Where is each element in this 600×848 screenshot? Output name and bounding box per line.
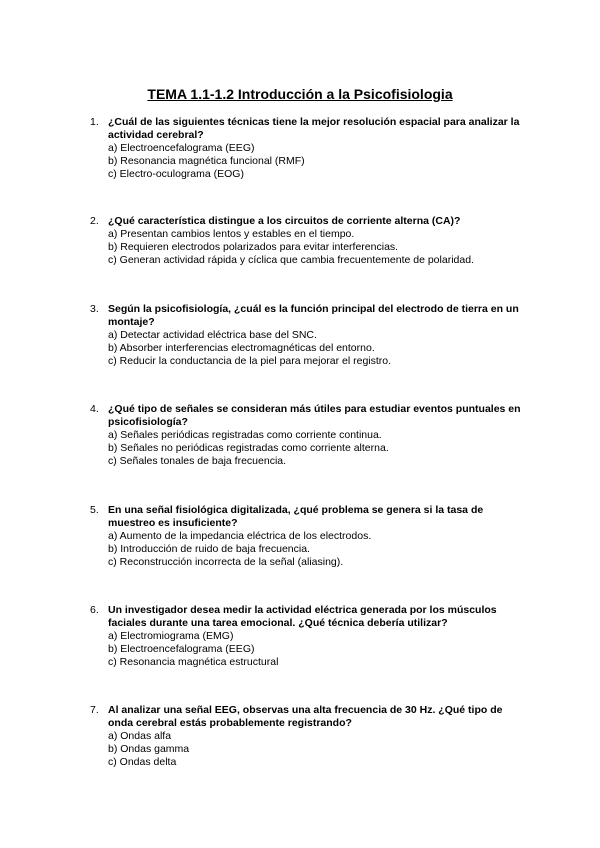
option-c: c) Generan actividad rápida y cíclica que cambia frecuentemente de polaridad. (108, 254, 474, 266)
question-number: 1. (90, 116, 99, 128)
option-a: a) Electromiograma (EMG) (108, 630, 234, 642)
question-2 (90, 215, 530, 267)
question-text: ¿Qué tipo de señales se consideran más útiles para estudiar eventos puntuales en psicofisiología? (108, 403, 521, 428)
option-a: a) Presentan cambios lentos y estables en el tiempo. (108, 228, 355, 240)
question-text: Un investigador desea medir la actividad eléctrica generada por los músculos faciales durante una tarea emocional. ¿Qué técnica debería utilizar? (108, 604, 497, 629)
question-4 (90, 403, 530, 468)
question-5 (90, 504, 530, 569)
option-b: b) Requieren electrodos polarizados para evitar interferencias. (108, 241, 399, 253)
option-c: c) Electro-oculograma (EOG) (108, 168, 244, 180)
option-b: b) Señales no periódicas registradas como corriente alterna. (108, 442, 389, 454)
question-number: 7. (90, 704, 99, 716)
question-6 (90, 604, 530, 669)
option-c: c) Reconstrucción incorrecta de la señal (aliasing). (108, 556, 344, 568)
question-number: 4. (90, 403, 99, 415)
option-b: b) Electroencefalograma (EEG) (108, 643, 255, 655)
option-a: a) Aumento de la impedancia eléctrica de los electrodos. (108, 530, 372, 542)
option-b: b) Resonancia magnética funcional (RMF) (108, 155, 305, 167)
option-c: c) Reducir la conductancia de la piel para mejorar el registro. (108, 355, 392, 367)
question-text: ¿Qué característica distingue a los circuitos de corriente alterna (CA)? (108, 215, 461, 227)
question-text: Al analizar una señal EEG, observas una alta frecuencia de 30 Hz. ¿Qué tipo de onda cerebral estás probablemente registrando? (108, 704, 503, 729)
option-b: b) Introducción de ruido de baja frecuencia. (108, 543, 310, 555)
option-c: c) Resonancia magnética estructural (108, 656, 279, 668)
option-c: c) Señales tonales de baja frecuencia. (108, 455, 287, 467)
page-title: TEMA 1.1-1.2 Introducción a la Psicofisiologia (147, 86, 453, 102)
option-b: b) Absorber interferencias electromagnéticas del entorno. (108, 342, 375, 354)
question-text: ¿Cuál de las siguientes técnicas tiene la mejor resolución espacial para analizar la actividad cerebral? (108, 116, 520, 141)
question-number: 5. (90, 504, 99, 516)
option-c: c) Ondas delta (108, 756, 177, 768)
option-b: b) Ondas gamma (108, 743, 190, 755)
option-a: a) Detectar actividad eléctrica base del SNC. (108, 329, 317, 341)
question-text: En una señal fisiológica digitalizada, ¿qué problema se genera si la tasa de muestreo es insuficiente? (108, 504, 484, 529)
question-number: 6. (90, 604, 99, 616)
option-a: a) Señales periódicas registradas como corriente continua. (108, 429, 382, 441)
option-a: a) Electroencefalograma (EEG) (108, 142, 255, 154)
question-3 (90, 303, 530, 368)
question-number: 3. (90, 303, 99, 315)
option-a: a) Ondas alfa (108, 730, 172, 742)
question-7 (90, 704, 530, 769)
question-text: Según la psicofisiología, ¿cuál es la función principal del electrodo de tierra en un montaje? (108, 303, 519, 328)
question-number: 2. (90, 215, 99, 227)
question-1 (90, 116, 530, 181)
